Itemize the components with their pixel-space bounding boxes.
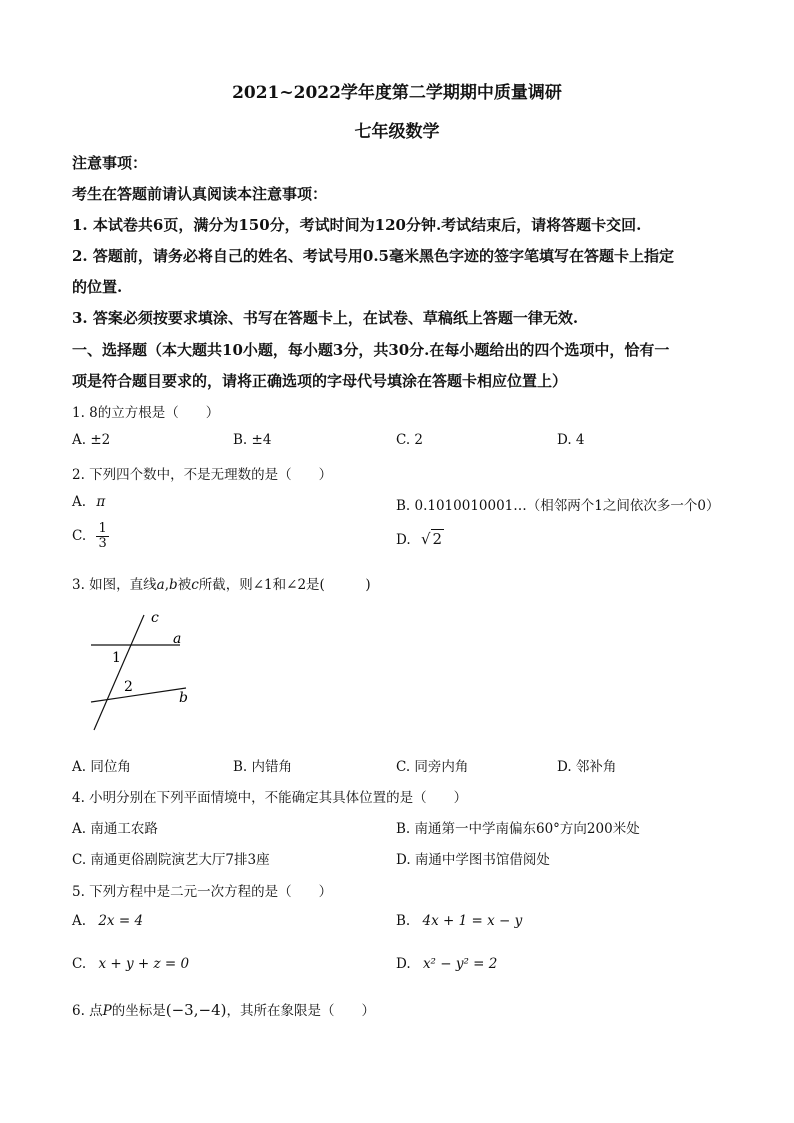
stem-text: 被 [177,577,192,593]
question-1-option-a: A. ±2 [72,432,111,448]
question-3-option-a: A. 同位角 [72,759,131,775]
fraction-numerator: 1 [98,521,107,536]
stem-text: 6. 点 [72,1003,103,1019]
question-4-option-a: A. 南通工农路 [72,821,158,837]
notice-item-2-line-2: 的位置. [72,278,123,296]
equation: 4x + 1 = x − y [422,913,523,929]
question-2-stem: 2. 下列四个数中，不是无理数的是（ ） [72,467,333,483]
transversal-figure [80,608,210,736]
label-c: c [151,610,159,626]
option-label: B. [396,913,411,929]
question-5-option-d [396,956,497,972]
question-4-stem: 4. 小明分别在下列平面情境中，不能确定其具体位置的是（ ） [72,790,468,806]
pi-symbol: π [96,494,106,510]
question-6-stem [72,999,375,1019]
option-label: A. [72,494,87,510]
question-4-option-b: B. 南通第一中学南偏东60°方向200米处 [396,821,640,837]
stem-text: 3. 如图，直线 [72,577,157,593]
question-5-option-a [72,913,143,929]
line-c [94,615,144,730]
var-c: c [191,577,199,593]
var-p: P [102,1003,112,1019]
exam-subtitle: 七年级数学 [354,122,440,142]
question-5-option-b [396,913,522,929]
exam-title: 2021~2022学年度第二学期期中质量调研 [232,83,562,103]
question-3-option-d: D. 邻补角 [557,759,617,775]
option-label: C. [72,528,87,545]
question-3-option-b: B. 内错角 [233,759,293,775]
comma: , [164,577,170,593]
equation: x² − y² = 2 [422,956,498,972]
coordinate: (−3,−4) [165,1001,227,1019]
var-a: a [156,577,165,593]
option-label: D. [396,532,411,548]
option-label: D. [396,956,411,972]
question-5-stem: 5. 下列方程中是二元一次方程的是（ ） [72,884,333,900]
section-heading-line-2: 项是符合题目要求的，请将正确选项的字母代号填涂在答题卡相应位置上） [72,372,568,390]
section-heading-line-1: 一、选择题（本大题共10小题，每小题3分，共30分.在每小题给出的四个选项中，恰有一 [72,341,670,359]
equation: x + y + z = 0 [98,956,190,972]
option-label: C. [72,956,87,972]
equation: 2x = 4 [98,913,144,929]
notice-item-1: 1. 本试卷共6页，满分为150分，考试时间为120分钟.考试结束后，请将答题卡交回. [72,216,642,234]
question-2-option-d [396,530,444,548]
notice-item-2-line-1: 2. 答题前，请务必将自己的姓名、考试号用0.5毫米黑色字迹的签字笔填写在答题卡上指定 [72,247,674,265]
var-b: b [169,577,178,593]
line-b [91,688,186,702]
notice-intro: 考生在答题前请认真阅读本注意事项： [72,185,328,203]
fraction-one-third [96,522,108,550]
label-angle-2: 2 [124,679,133,695]
fraction-denominator: 3 [98,535,107,551]
question-1-option-d: D. 4 [557,432,585,448]
label-angle-1: 1 [112,650,121,666]
question-4-option-c: C. 南通更俗剧院演艺大厅7排3座 [72,852,270,868]
question-2-option-c [72,522,109,550]
label-b: b [179,690,188,706]
stem-text: 所截，则∠1和∠2是( ) [198,577,371,593]
question-2-option-b: B. 0.1010010001…（相邻两个1之间依次多一个0） [396,498,720,514]
question-5-option-c [72,956,189,972]
question-1-option-c: C. 2 [396,432,424,448]
notice-item-3: 3. 答案必须按要求填涂、书写在答题卡上，在试卷、草稿纸上答题一律无效. [72,309,579,327]
question-4-option-d: D. 南通中学图书馆借阅处 [396,852,550,868]
question-3-stem [72,573,371,593]
stem-text: 的坐标是 [111,1003,166,1019]
question-1-option-b: B. ±4 [233,432,272,448]
question-3-option-c: C. 同旁内角 [396,759,469,775]
stem-text: ，其所在象限是（ ） [226,1003,375,1019]
notice-heading: 注意事项： [72,154,148,172]
radicand: 2 [432,530,443,548]
option-label: A. [72,913,87,929]
question-2-option-a [72,494,105,510]
square-root: √ 2 [420,530,443,548]
label-a: a [173,631,182,647]
question-1-stem: 1. 8的立方根是（ ） [72,405,220,421]
